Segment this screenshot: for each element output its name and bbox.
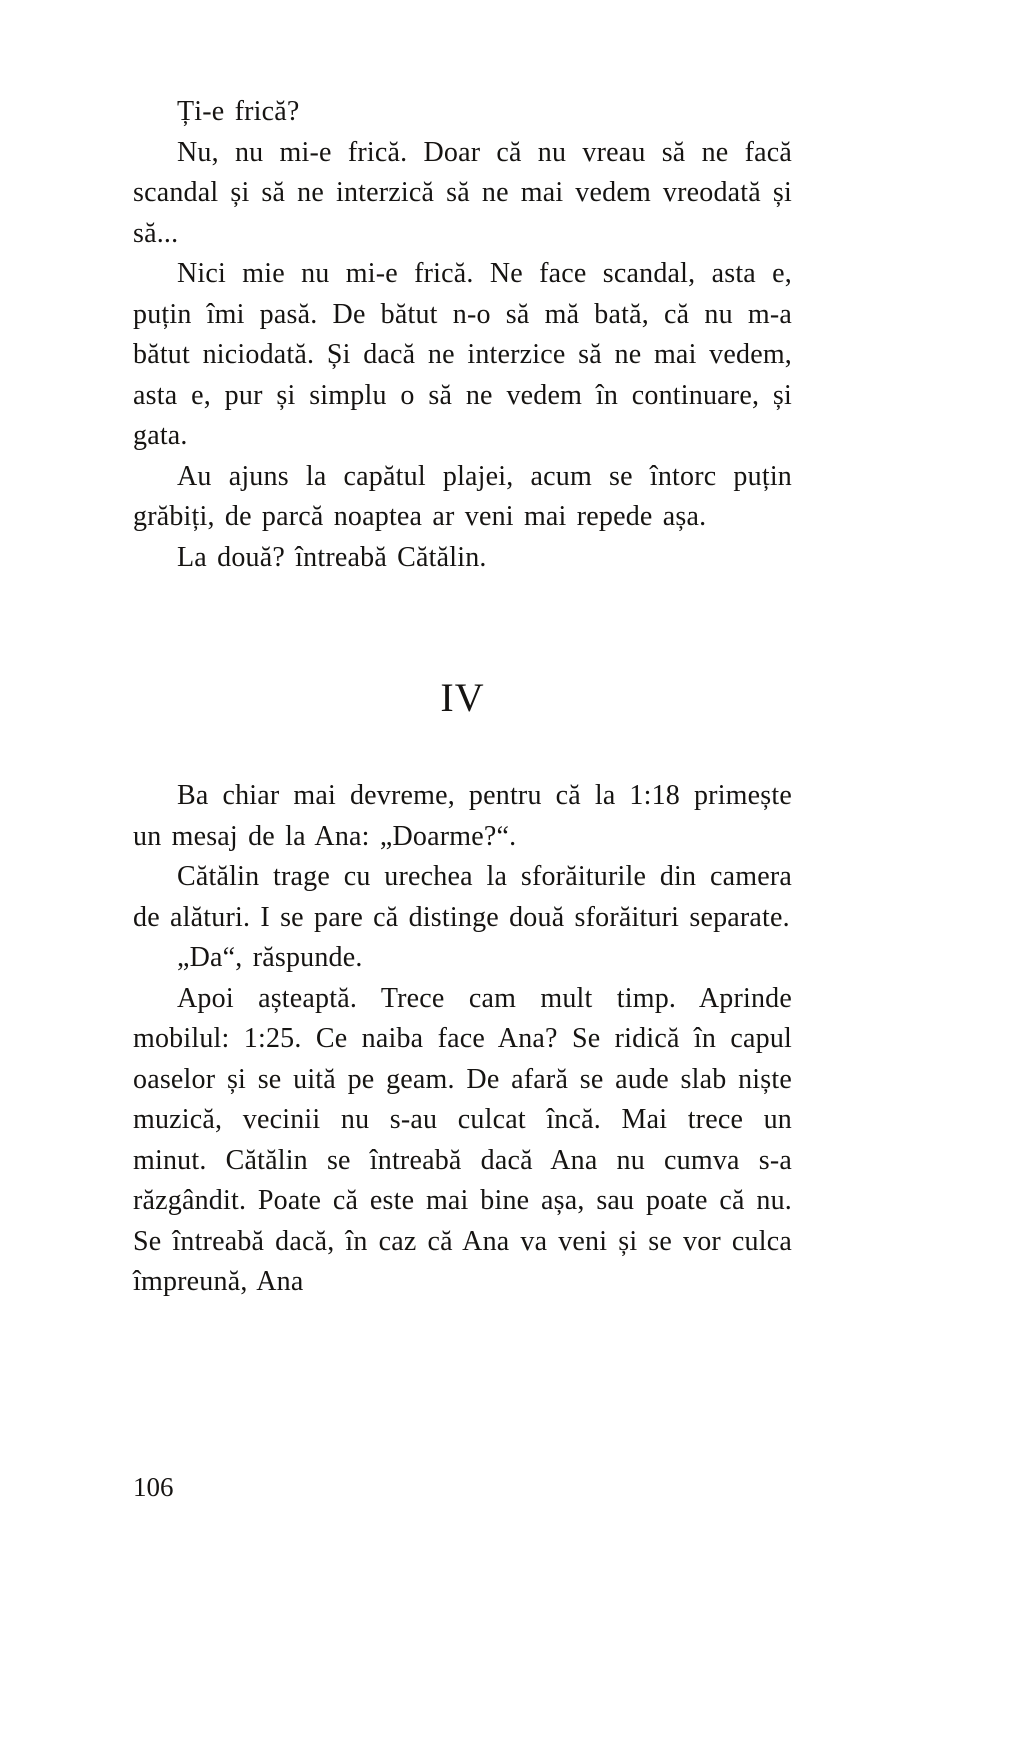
paragraph: Ți-e frică? xyxy=(177,96,300,127)
paragraph: „Da“, răspunde. xyxy=(177,942,363,973)
page-number: 106 xyxy=(133,1472,174,1502)
paragraph: Nu, nu mi-e frică. Doar că nu vreau să ne facă scandal și să ne interzică să ne mai vedem vreodată și să... xyxy=(133,136,792,249)
paragraph: Ba chiar mai devreme, pentru că la 1:18 primește un mesaj de la Ana: „Doarme?“. xyxy=(133,780,792,852)
paragraph: La două? întreabă Cătălin. xyxy=(177,541,487,573)
paragraph: Apoi așteaptă. Trece cam mult timp. Aprinde mobilul: 1:25. Ce naiba face Ana? Se ridică în capul oaselor și se uită pe geam. De afară se aude slab niște muzică, vecinii nu s-au culcat încă. Mai trece un minut. Cătălin se întreabă dacă Ana nu cumva s-a răzgândit. Poate că este mai bine așa, sau poate că nu. Se întreabă dacă, în caz că Ana va veni și se vor culca împreună, Ana xyxy=(133,982,792,1297)
paragraph: Cătălin trage cu urechea la sforăiturile din camera de alături. I se pare că distinge două sforăituri separate. xyxy=(133,861,792,933)
paragraph: Nici mie nu mi-e frică. Ne face scandal, asta e, puțin îmi pasă. De bătut n-o să mă bată, că nu m-a bătut niciodată. Și dacă ne interzice să ne mai vedem, asta e, pur și simplu o să ne vedem în continuare, și gata. xyxy=(133,258,792,451)
paragraph: Au ajuns la capătul plajei, acum se întorc puțin grăbiți, de parcă noaptea ar veni mai repede așa. xyxy=(133,460,792,532)
chapter-heading: IV xyxy=(440,675,485,720)
text-block-bottom xyxy=(133,776,792,1303)
text-block-top xyxy=(133,92,792,578)
